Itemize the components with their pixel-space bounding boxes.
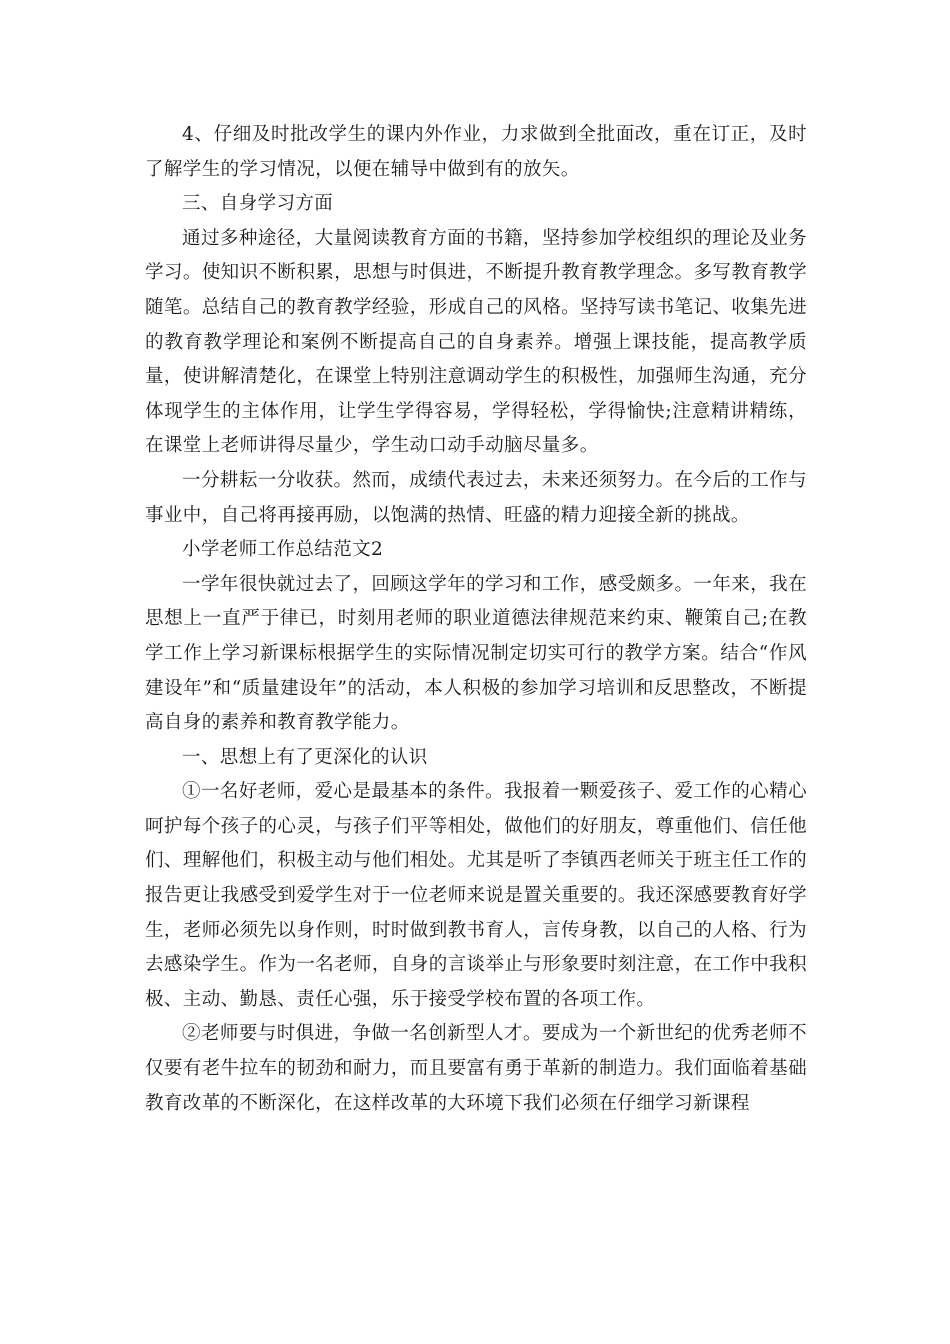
heading-ideology: 一、思想上有了更深化的认识 bbox=[182, 746, 428, 768]
paragraph-point-2: ②老师要与时俱进，争做一名创新型人才。要成为一个新世纪的优秀老师不仅要有老牛拉车的韧劲和耐力，而且要富有勇于革新的制造力。我们面临着基础教育改革的不断深化，在这样改革的大环境下我们必须在仔细学习新课程 bbox=[145, 1023, 807, 1114]
heading-self-study: 三、自身学习方面 bbox=[182, 193, 334, 215]
paragraph-point-1: ①一名好老师，爱心是最基本的条件。我报着一颗爱孩子、爱工作的心精心呵护每个孩子的心灵，与孩子们平等相处，做他们的好朋友，尊重他们、信任他们、理解他们，积极主动与他们相处。尤其是听了李镇西老师关于班主任工作的报告更让我感受到爱学生对于一位老师来说是置关重要的。我还深感要教育好学生，老师必须先以身作则，时时做到教书育人，言传身教，以自己的人格、行为去感染学生。作为一名老师，自身的言谈举止与形象要时刻注意，在工作中我积极、主动、勤恳、责任心强，乐于接受学校布置的各项工作。 bbox=[145, 781, 807, 1010]
paragraph-conclusion: 一分耕耘一分收获。然而，成绩代表过去，未来还须努力。在今后的工作与事业中，自己将再接再励，以饱满的热情、旺盛的精力迎接全新的挑战。 bbox=[145, 469, 807, 526]
paragraph-homework: 4、仔细及时批改学生的课内外作业，力求做到全批面改，重在订正，及时了解学生的学习情况，以便在辅导中做到有的放矢。 bbox=[145, 124, 807, 180]
paragraph-self-study: 通过多种途径，大量阅读教育方面的书籍，坚持参加学校组织的理论及业务学习。使知识不断积累，思想与时俱进，不断提升教育教学理念。多写教育教学随笔。总结自己的教育教学经验，形成自己的风格。坚持写读书笔记、收集先进的教育教学理论和案例不断提高自己的自身素养。增强上课技能，提高教学质量，使讲解清楚化，在课堂上特别注意调动学生的积极性，加强师生沟通，充分体现学生的主体作用，让学生学得容易，学得轻松，学得愉快;注意精讲精练，在课堂上老师讲得尽量少，学生动口动手动脑尽量多。 bbox=[145, 227, 807, 457]
heading-sample-2: 小学老师工作总结范文2 bbox=[182, 539, 384, 561]
document-body bbox=[145, 118, 807, 1121]
paragraph-intro-2: 一学年很快就过去了，回顾这学年的学习和工作，感受颇多。一年来，我在思想上一直严于律已，时刻用老师的职业道德法律规范来约束、鞭策自己;在教学工作上学习新课标根据学生的实际情况制定切实可行的教学方案。结合“作风建设年”和“质量建设年”的活动，本人积极的参加学习培训和反思整改，不断提高自身的素养和教育教学能力。 bbox=[145, 573, 807, 734]
